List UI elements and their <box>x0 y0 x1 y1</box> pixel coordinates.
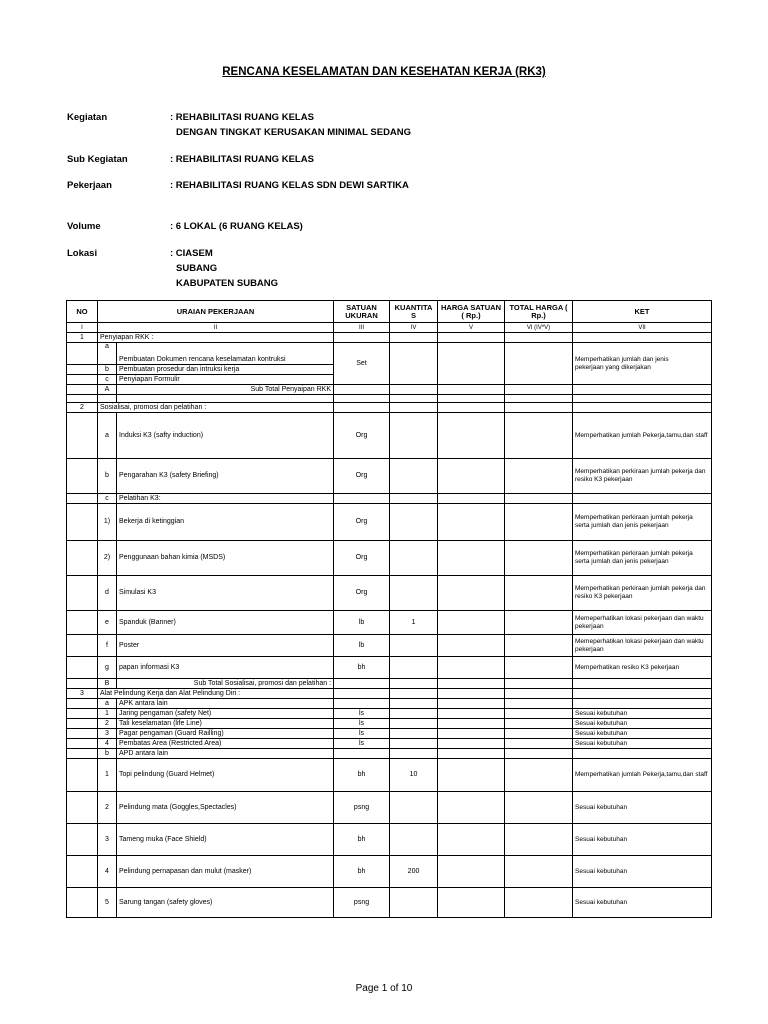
table-row: d Simulasi K3 Org Memperhatikan perkiraan jumlah pekerja dan resiko K3 pekerjaan <box>67 576 712 611</box>
table-row: f Poster lb Memeperhatikan lokasi pekerjaan dan waktu pekerjaan <box>67 635 712 657</box>
spacer-row <box>67 395 712 403</box>
table-row: 1 Jaring pengaman (safety Net) ls Sesuai kebutuhan <box>67 709 712 719</box>
table-row: 4 Pelindung pernapasan dan mulut (masker) bh 200 Sesuai kebutuhan <box>67 856 712 888</box>
roman-6: VI (IV*V) <box>505 323 573 333</box>
header-lokasi <box>67 246 278 291</box>
table-row: 1 Topi pelindung (Guard Helmet) bh 10 Memperhatikan jumlah Pekerja,tamu,dan staff <box>67 759 712 792</box>
col-no: NO <box>67 301 98 323</box>
header-pekerjaan <box>67 178 409 193</box>
roman-3: III <box>334 323 390 333</box>
table-row: 3 Pagar pengaman (Guard Railling) ls Sesuai kebutuhan <box>67 729 712 739</box>
header-kegiatan <box>67 110 411 140</box>
table-row: 2) Penggunaan bahan kimia (MSDS) Org Memperhatikan perkiraan jumlah pekerja serta jumlah dan jenis pekerjaan <box>67 541 712 576</box>
subtotal-row: B Sub Total Sosialisai, promosi dan pelatihan : <box>67 679 712 689</box>
table-row: 2 Pelindung mata (Goggles,Spectacles) psng Sesuai kebutuhan <box>67 792 712 824</box>
table-row: 5 Sarung tangan (safety gloves) psng Sesuai kebutuhan <box>67 888 712 918</box>
roman-2: II <box>98 323 334 333</box>
table-row: b Pengarahan K3 (safety Briefing) Org Memperhatikan perkiraan jumlah pekerja dan resiko K3 pekerjaan <box>67 459 712 494</box>
col-kuantitas: KUANTITA S <box>390 301 438 323</box>
col-harga-satuan: HARGA SATUAN ( Rp.) <box>438 301 505 323</box>
rk3-table <box>66 300 712 918</box>
lokasi-label: Lokasi <box>67 248 98 259</box>
volume-value: : 6 LOKAL (6 RUANG KELAS) <box>170 221 303 232</box>
table-row: 2 Tali keselamatan (life Line) ls Sesuai kebutuhan <box>67 719 712 729</box>
pekerjaan-value: : REHABILITASI RUANG KELAS SDN DEWI SARTIKA <box>170 180 409 191</box>
lokasi-value-3: KABUPATEN SUBANG <box>176 278 279 289</box>
roman-row <box>67 323 712 333</box>
document-title: RENCANA KESELAMATAN DAN KESEHATAN KERJA (RK3) <box>222 66 546 78</box>
lokasi-value-2: SUBANG <box>176 263 218 274</box>
table-row: a Pembuatan Dokumen rencana keselamatan kontruksi Set Memperhatikan jumlah dan jenis pekerjaan yang dikerjakan <box>67 343 712 365</box>
col-total-harga: TOTAL HARGA ( Rp.) <box>505 301 573 323</box>
header-sub-kegiatan <box>67 152 314 167</box>
subtotal-row: A Sub Total Penyaipan RKK <box>67 385 712 395</box>
table-row: 3 Tameng muka (Face Shield) bh Sesuai kebutuhan <box>67 824 712 856</box>
kegiatan-value-2: DENGAN TINGKAT KERUSAKAN MINIMAL SEDANG <box>176 127 412 138</box>
roman-1: I <box>67 323 98 333</box>
col-ket: KET <box>573 301 712 323</box>
sub-kegiatan-value: : REHABILITASI RUANG KELAS <box>170 154 314 165</box>
table-row: c Penyiapan Formulir <box>67 375 712 385</box>
table-row: e Spanduk (Banner) lb 1 Memeperhatikan lokasi pekerjaan dan waktu pekerjaan <box>67 611 712 635</box>
volume-label: Volume <box>67 221 101 232</box>
kegiatan-label: Kegiatan <box>67 112 108 123</box>
pekerjaan-label: Pekerjaan <box>67 180 112 191</box>
table-row: 1 Penyiapan RKK : <box>67 333 712 343</box>
lokasi-value: : CIASEM <box>170 248 213 259</box>
kegiatan-value: : REHABILITASI RUANG KELAS <box>170 112 314 123</box>
col-satuan: SATUAN UKURAN <box>334 301 390 323</box>
table-row: 4 Pembatas Area (Restricted Area) ls Sesuai kebutuhan <box>67 739 712 749</box>
roman-7: VII <box>573 323 712 333</box>
page-footer: Page 1 of 10 <box>355 983 413 994</box>
table-row: 2 Sosialisai, promosi dan pelatihan : <box>67 403 712 413</box>
header-volume <box>67 219 303 234</box>
roman-4: IV <box>390 323 438 333</box>
table-row: c Pelatihan K3: <box>67 494 712 504</box>
table-row: a APK antara lain <box>67 699 712 709</box>
col-uraian: URAIAN PEKERJAAN <box>98 301 334 323</box>
table-header-row <box>67 301 712 323</box>
table-row: b APD antara lain <box>67 749 712 759</box>
table-row: b Pembuatan prosedur dan intruksi kerja <box>67 365 712 375</box>
table-row: 1) Bekerja di ketinggian Org Memperhatikan perkiraan jumlah pekerja serta jumlah dan jenis pekerjaan <box>67 504 712 541</box>
table-row: g papan informasi K3 bh Memperhatikan resiko K3 pekerjaan <box>67 657 712 679</box>
sub-kegiatan-label: Sub Kegiatan <box>67 154 128 165</box>
table-row: 3 Alat Pelindung Kerja dan Alat Pelindung Diri : <box>67 689 712 699</box>
roman-5: V <box>438 323 505 333</box>
table-row: a Induksi K3 (safty induction) Org Memperhatikan jumlah Pekerja,tamu,dan staff <box>67 413 712 459</box>
